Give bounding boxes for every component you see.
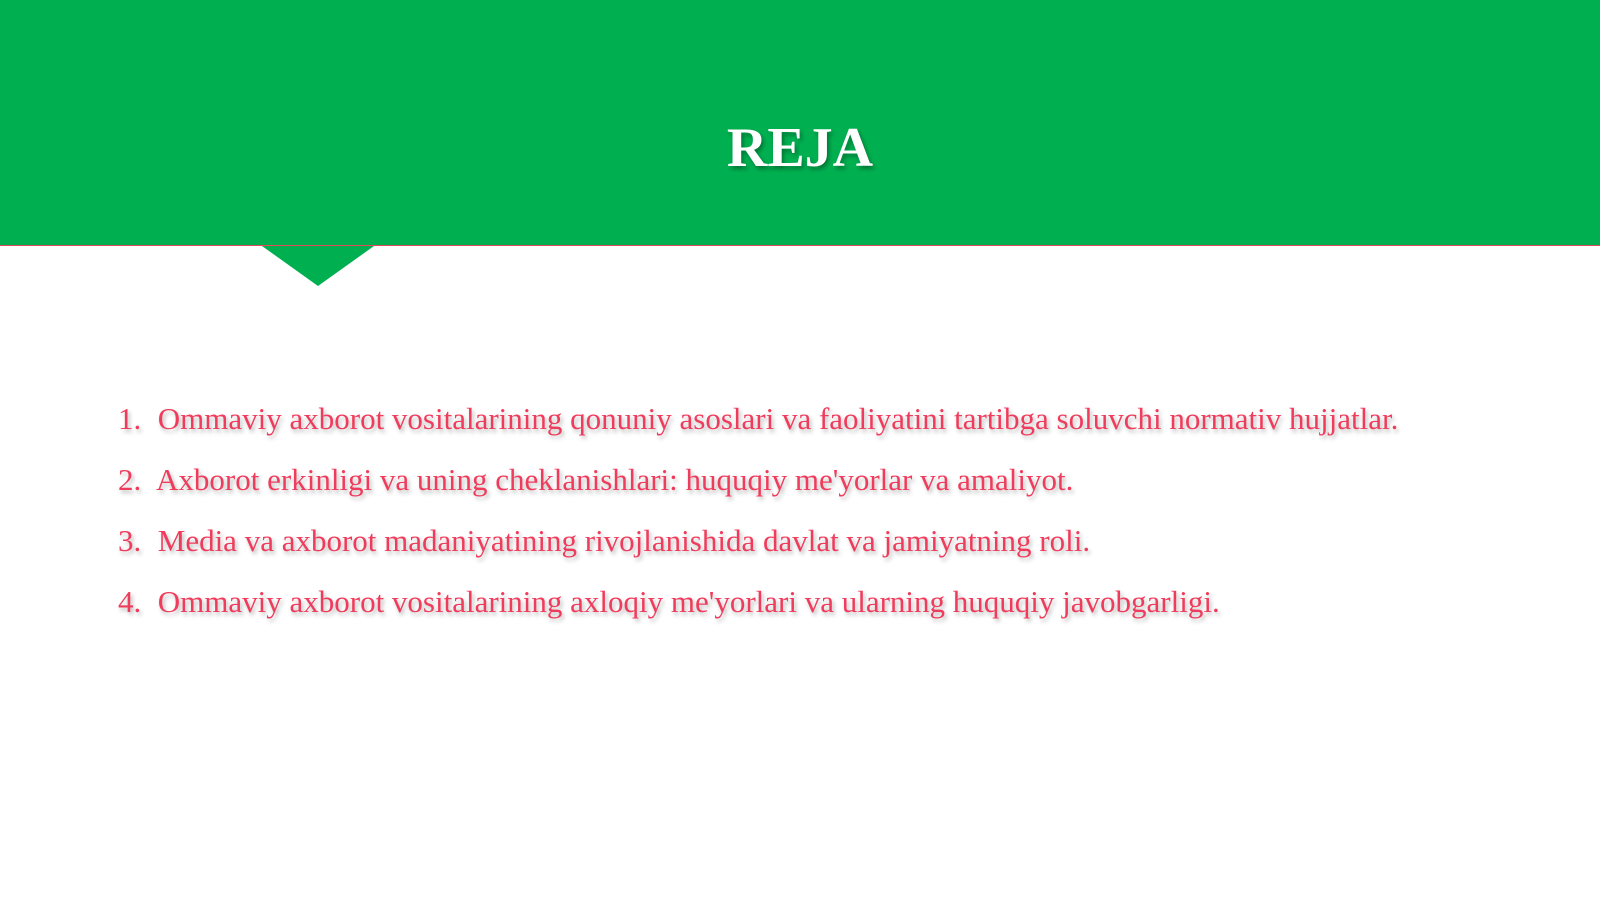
header-pointer-shape (262, 246, 374, 286)
plan-item-number: 4. (118, 584, 142, 619)
plan-item-text: Ommaviy axborot vositalarining axloqiy me'yorlari va ularning huquqiy javobgarligi. (157, 584, 1220, 619)
plan-item-number: 2. (118, 462, 142, 497)
slide-title: REJA (726, 117, 874, 179)
plan-item-4 (118, 579, 1408, 624)
plan-item-3 (118, 518, 1408, 563)
plan-list (118, 396, 1408, 640)
plan-item-number: 1. (118, 401, 142, 436)
plan-item-text: Ommaviy axborot vositalarining qonuniy asoslari va faoliyatini tartibga soluvchi normativ hujjatlar. (157, 401, 1399, 436)
plan-item-1 (118, 396, 1408, 441)
plan-item-2 (118, 457, 1408, 502)
plan-item-text: Axborot erkinligi va uning cheklanishlari: huquqiy me'yorlar va amaliyot. (156, 462, 1074, 497)
plan-item-text: Media va axborot madaniyatining rivojlanishida davlat va jamiyatning roli. (157, 523, 1091, 558)
plan-item-number: 3. (118, 523, 142, 558)
